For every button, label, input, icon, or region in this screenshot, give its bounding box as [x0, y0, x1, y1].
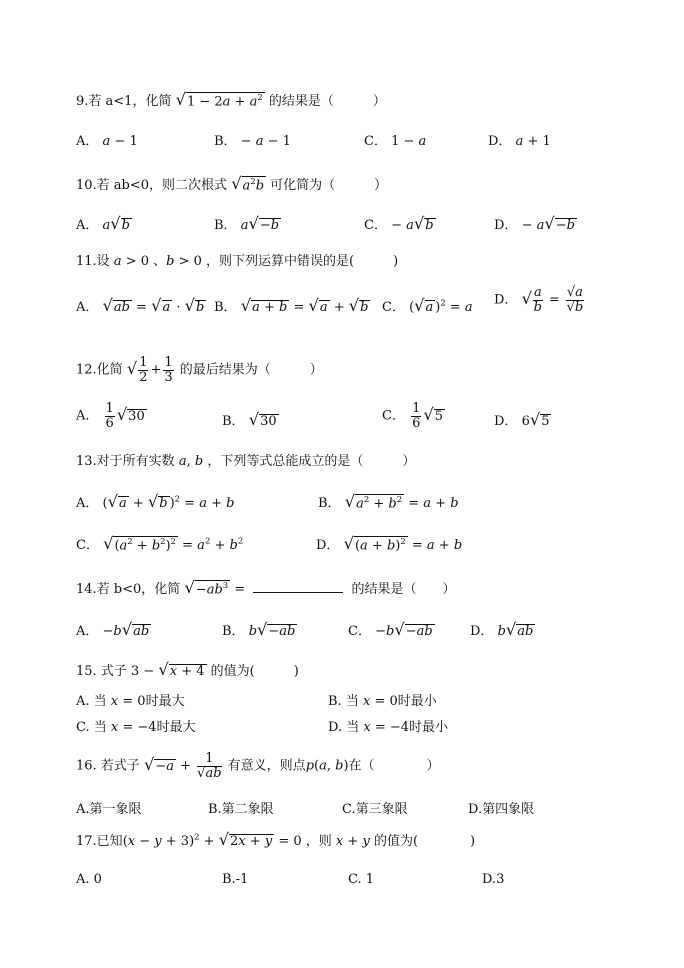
option-14b[interactable]: B． b√−ab — [222, 620, 296, 639]
option-13b[interactable]: B． $√a^2 + b^2 = a + b$ — [318, 492, 459, 511]
option-11c[interactable]: C． (√a )$^2$ = a — [382, 296, 473, 315]
option-9d[interactable]: D． a + 1 — [488, 134, 551, 149]
question-14: 14.若 b<0，化简 $√-ab^3$ = 的结果是（ ） — [76, 578, 456, 597]
answer-blank — [253, 592, 343, 593]
option-12c[interactable]: C． $\frac{1}{6}$ √5 — [382, 401, 444, 431]
option-12d[interactable]: D． 6√5 — [494, 410, 550, 429]
option-15a[interactable]: A. 当 x = 0时最大 — [76, 694, 185, 709]
math-expr: $√1 - 2a + a^2$ — [175, 90, 263, 109]
option-14c[interactable]: C． −b√−ab — [348, 620, 433, 639]
question-10: 10.若 ab<0，则二次根式 $√a^2b$ 可化简为（ ） — [76, 174, 388, 193]
option-14a[interactable]: A． −b√ab — [76, 620, 150, 639]
question-13: 13.对于所有实数 a, b ，下列等式总能成立的是（ ） — [76, 454, 416, 469]
option-13c[interactable]: C． $√(a^2 + b^2)^2 = a^2 + b^2$ — [76, 534, 244, 553]
option-16b[interactable]: B.第二象限 — [208, 802, 274, 817]
option-9a[interactable]: A． a − 1 — [76, 134, 138, 149]
option-17d[interactable]: D.3 — [482, 872, 505, 887]
option-10c[interactable]: C． − a√b — [364, 214, 434, 233]
option-16c[interactable]: C.第三象限 — [342, 802, 408, 817]
option-12b[interactable]: B． √30 — [222, 410, 277, 429]
option-10b[interactable]: B． a√−b — [214, 214, 280, 233]
option-11d[interactable]: D． √ $\frac{a}{b}$ = $\frac{√a}{√b}$ — [494, 285, 584, 315]
option-14d[interactable]: D． b√ab — [470, 620, 534, 639]
option-15b[interactable]: B. 当 x = 0时最小 — [328, 694, 437, 709]
option-9b[interactable]: B． − a − 1 — [214, 134, 291, 149]
option-11a[interactable]: A． √ab = √a · √b — [76, 296, 205, 315]
option-12a[interactable]: A． $\frac{1}{6}$ √30 — [76, 401, 145, 431]
option-10a[interactable]: A． a√b — [76, 214, 130, 233]
question-17: 17.已知$(x - y + 3)^2 + √2x + y = 0$ ，则 x + y 的值为( ) — [76, 830, 476, 849]
question-12: 12.化简 √ $\frac{1}{2}$ + $\frac{1}{3}$ 的最后结果为（ ） — [76, 355, 323, 385]
option-13a[interactable]: A． (√a + √b )$^2$ = a + b — [76, 492, 235, 511]
option-16a[interactable]: A.第一象限 — [76, 802, 142, 817]
option-15d[interactable]: D. 当 x = −4时最小 — [328, 720, 449, 735]
option-10d[interactable]: D． − a√−b — [494, 214, 575, 233]
option-15c[interactable]: C. 当 x = −4时最大 — [76, 720, 196, 735]
question-15: 15. 式子 3 − √x + 4 的值为( ) — [76, 660, 299, 679]
question-9: 9.若 a<1，化简 $√1 - 2a + a^2$ 的结果是（ ） — [76, 90, 386, 109]
option-16d[interactable]: D.第四象限 — [468, 802, 535, 817]
option-9c[interactable]: C． 1 − a — [364, 134, 427, 149]
option-17a[interactable]: A. 0 — [76, 872, 102, 887]
option-13d[interactable]: D． $√(a + b)^2 = a + b$ — [316, 534, 463, 553]
question-16: 16. 若式子 √−a + $\frac{1}{√ab}$ 有意义，则点p(a, b)在（ ） — [76, 751, 440, 781]
option-17c[interactable]: C. 1 — [348, 872, 375, 887]
question-11: 11.设 a > 0 、b > 0 ，则下列运算中错误的是( ) — [76, 254, 399, 269]
option-11b[interactable]: B． √a + b = √a + √b — [214, 296, 369, 315]
option-17b[interactable]: B.-1 — [222, 872, 249, 887]
